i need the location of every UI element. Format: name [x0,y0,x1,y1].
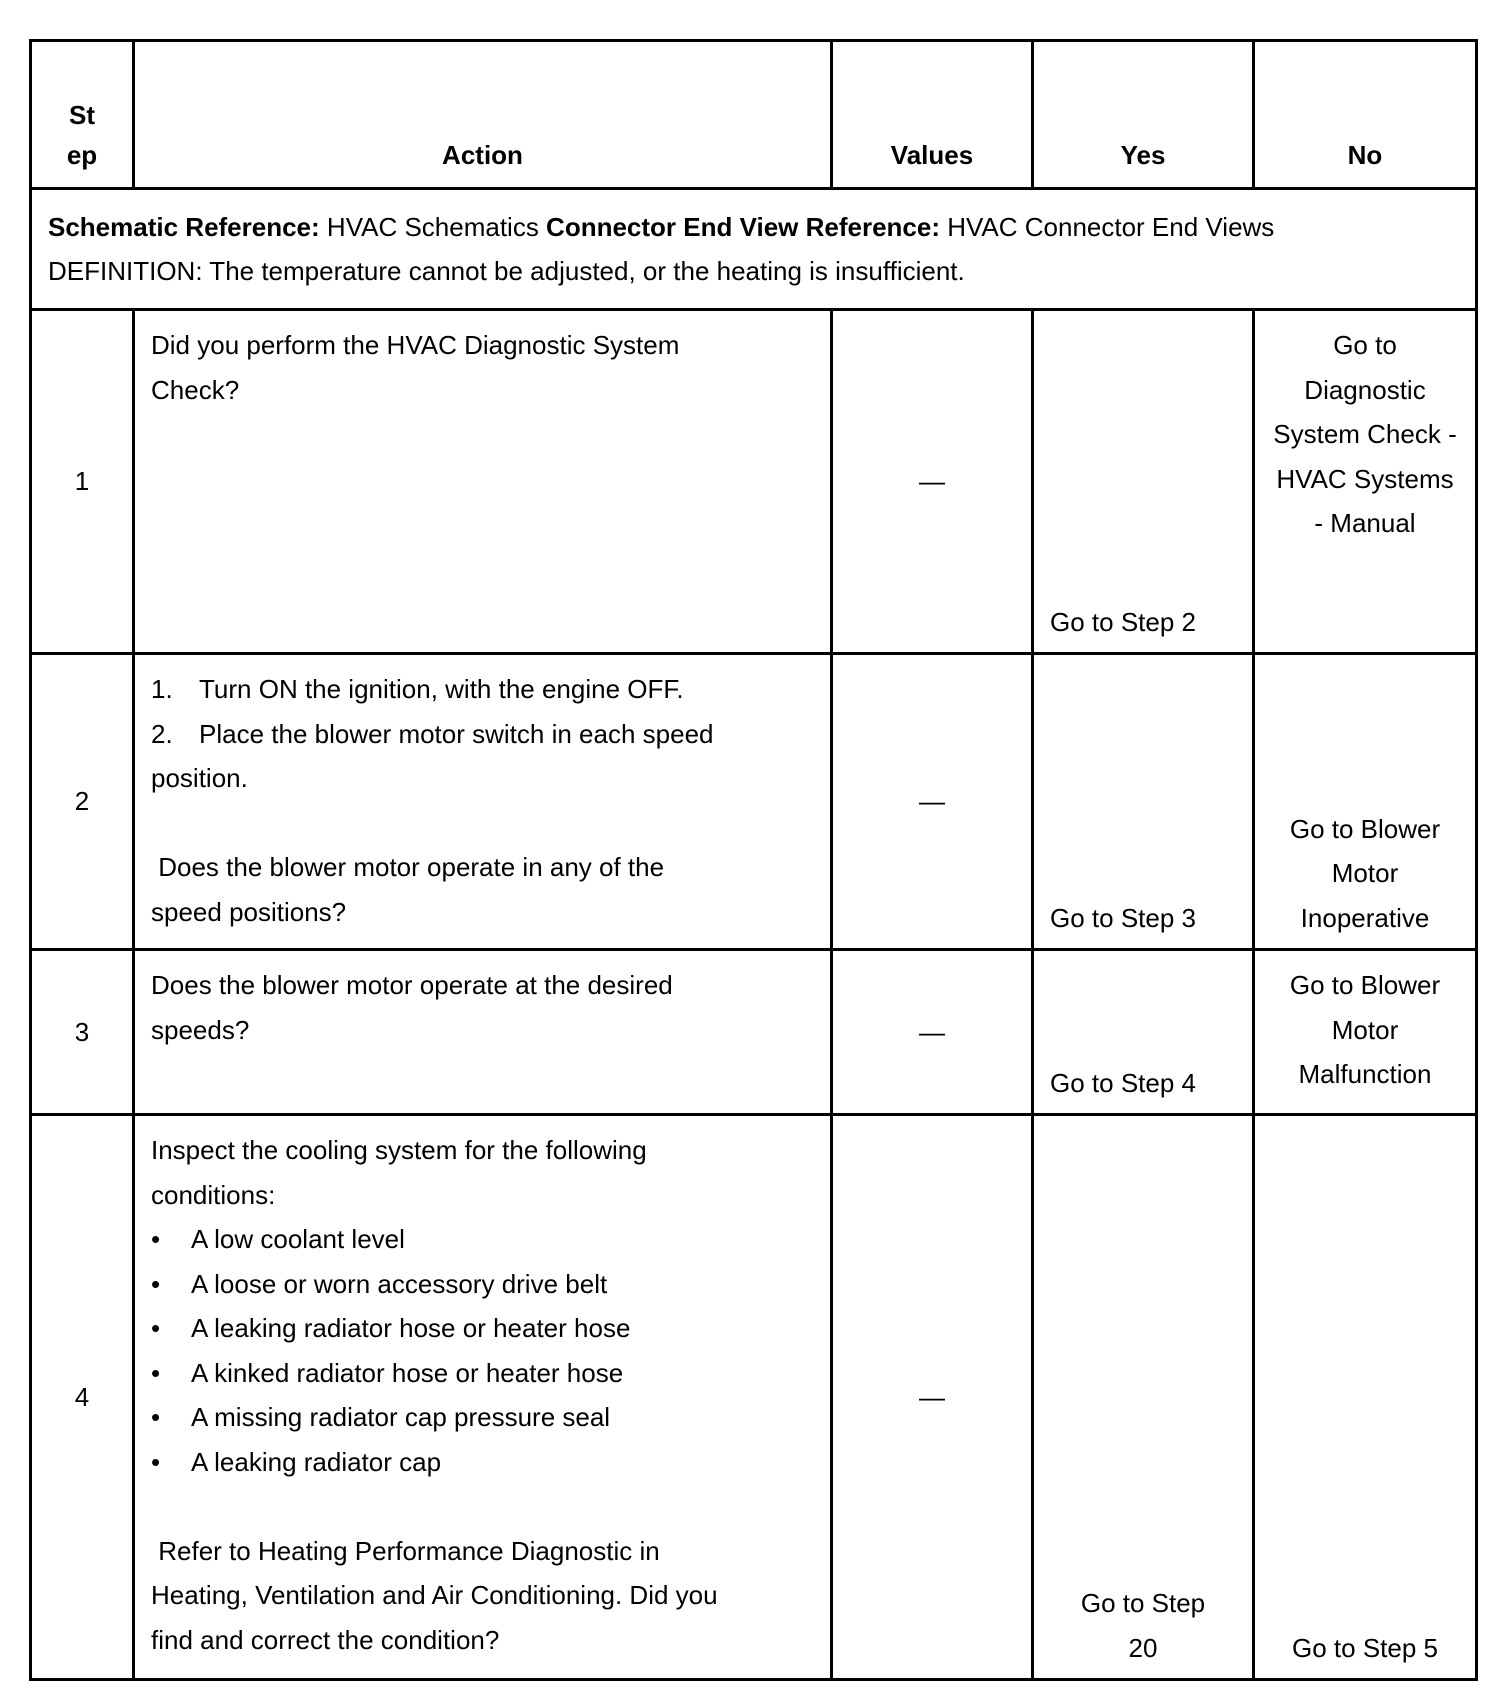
intro: Inspect the cooling system for the following conditions: [151,1135,647,1210]
yes-link[interactable]: Go to Step 4 [1033,950,1254,1115]
header-no: No [1254,41,1477,189]
reference-cell [31,189,1477,310]
no-link[interactable]: Go to Step 5 [1254,1115,1477,1680]
action-text [134,1115,832,1680]
list-item: 2. Place the blower motor switch in each speed position. [151,718,714,793]
list-item: • A leaking radiator hose or heater hose [151,1313,631,1343]
values-cell: — [832,654,1033,950]
values-cell: — [832,1115,1033,1680]
list-item: • A missing radiator cap pressure seal [151,1402,611,1432]
table-row [31,1115,1477,1680]
step-number: 1 [31,310,134,654]
table-row [31,310,1477,654]
definition: DEFINITION: The temperature cannot be adjusted, or the heating is insufficient. [48,256,965,286]
connector-label: Connector End View Reference: [546,211,940,242]
no-link[interactable]: Go to Blower Motor Inoperative [1254,654,1477,950]
diagnostic-table [29,39,1478,1681]
list-item: • A kinked radiator hose or heater hose [151,1357,624,1388]
yes-link[interactable]: Go to Step 3 [1033,654,1254,950]
header-row [31,41,1477,189]
values-cell: — [832,310,1033,654]
action-text: Does the blower motor operate at the desired speeds? [134,950,832,1115]
header-values: Values [832,41,1033,189]
step-number: 4 [31,1115,134,1680]
values-cell: — [832,950,1033,1115]
reference-row [31,189,1477,310]
schematic-link[interactable]: HVAC Schematics [319,211,547,242]
step-number: 3 [31,950,134,1115]
connector-link[interactable]: HVAC Connector End Views [940,211,1275,242]
header-yes: Yes [1033,41,1254,189]
table-row [31,950,1477,1115]
table-row [31,654,1477,950]
step-number: 2 [31,654,134,950]
list-item: 1. Turn ON the ignition, with the engine OFF. [151,674,684,704]
no-link[interactable]: Go to Diagnostic System Check - HVAC Systems - Manual [1254,310,1477,654]
list-item: • A low coolant level [151,1224,405,1254]
list-item: • A loose or worn accessory drive belt [151,1268,608,1299]
schematic-label: Schematic Reference: [48,211,320,242]
yes-link[interactable]: Go to Step 2 [1033,310,1254,654]
header-action: Action [134,41,832,189]
yes-link[interactable]: Go to Step 20 [1033,1115,1254,1680]
question: Does the blower motor operate in any of the speed positions? [151,852,672,927]
list-item: • A leaking radiator cap [151,1446,442,1477]
header-step: St ep [31,41,134,189]
question: Refer to Heating Performance Diagnostic in Heating, Ventilation and Air Conditioning. Did you find and correct the condition? [151,1535,725,1655]
no-link[interactable]: Go to Blower Motor Malfunction [1254,950,1477,1115]
action-text: Did you perform the HVAC Diagnostic System Check? [134,310,832,654]
action-text [134,654,832,950]
